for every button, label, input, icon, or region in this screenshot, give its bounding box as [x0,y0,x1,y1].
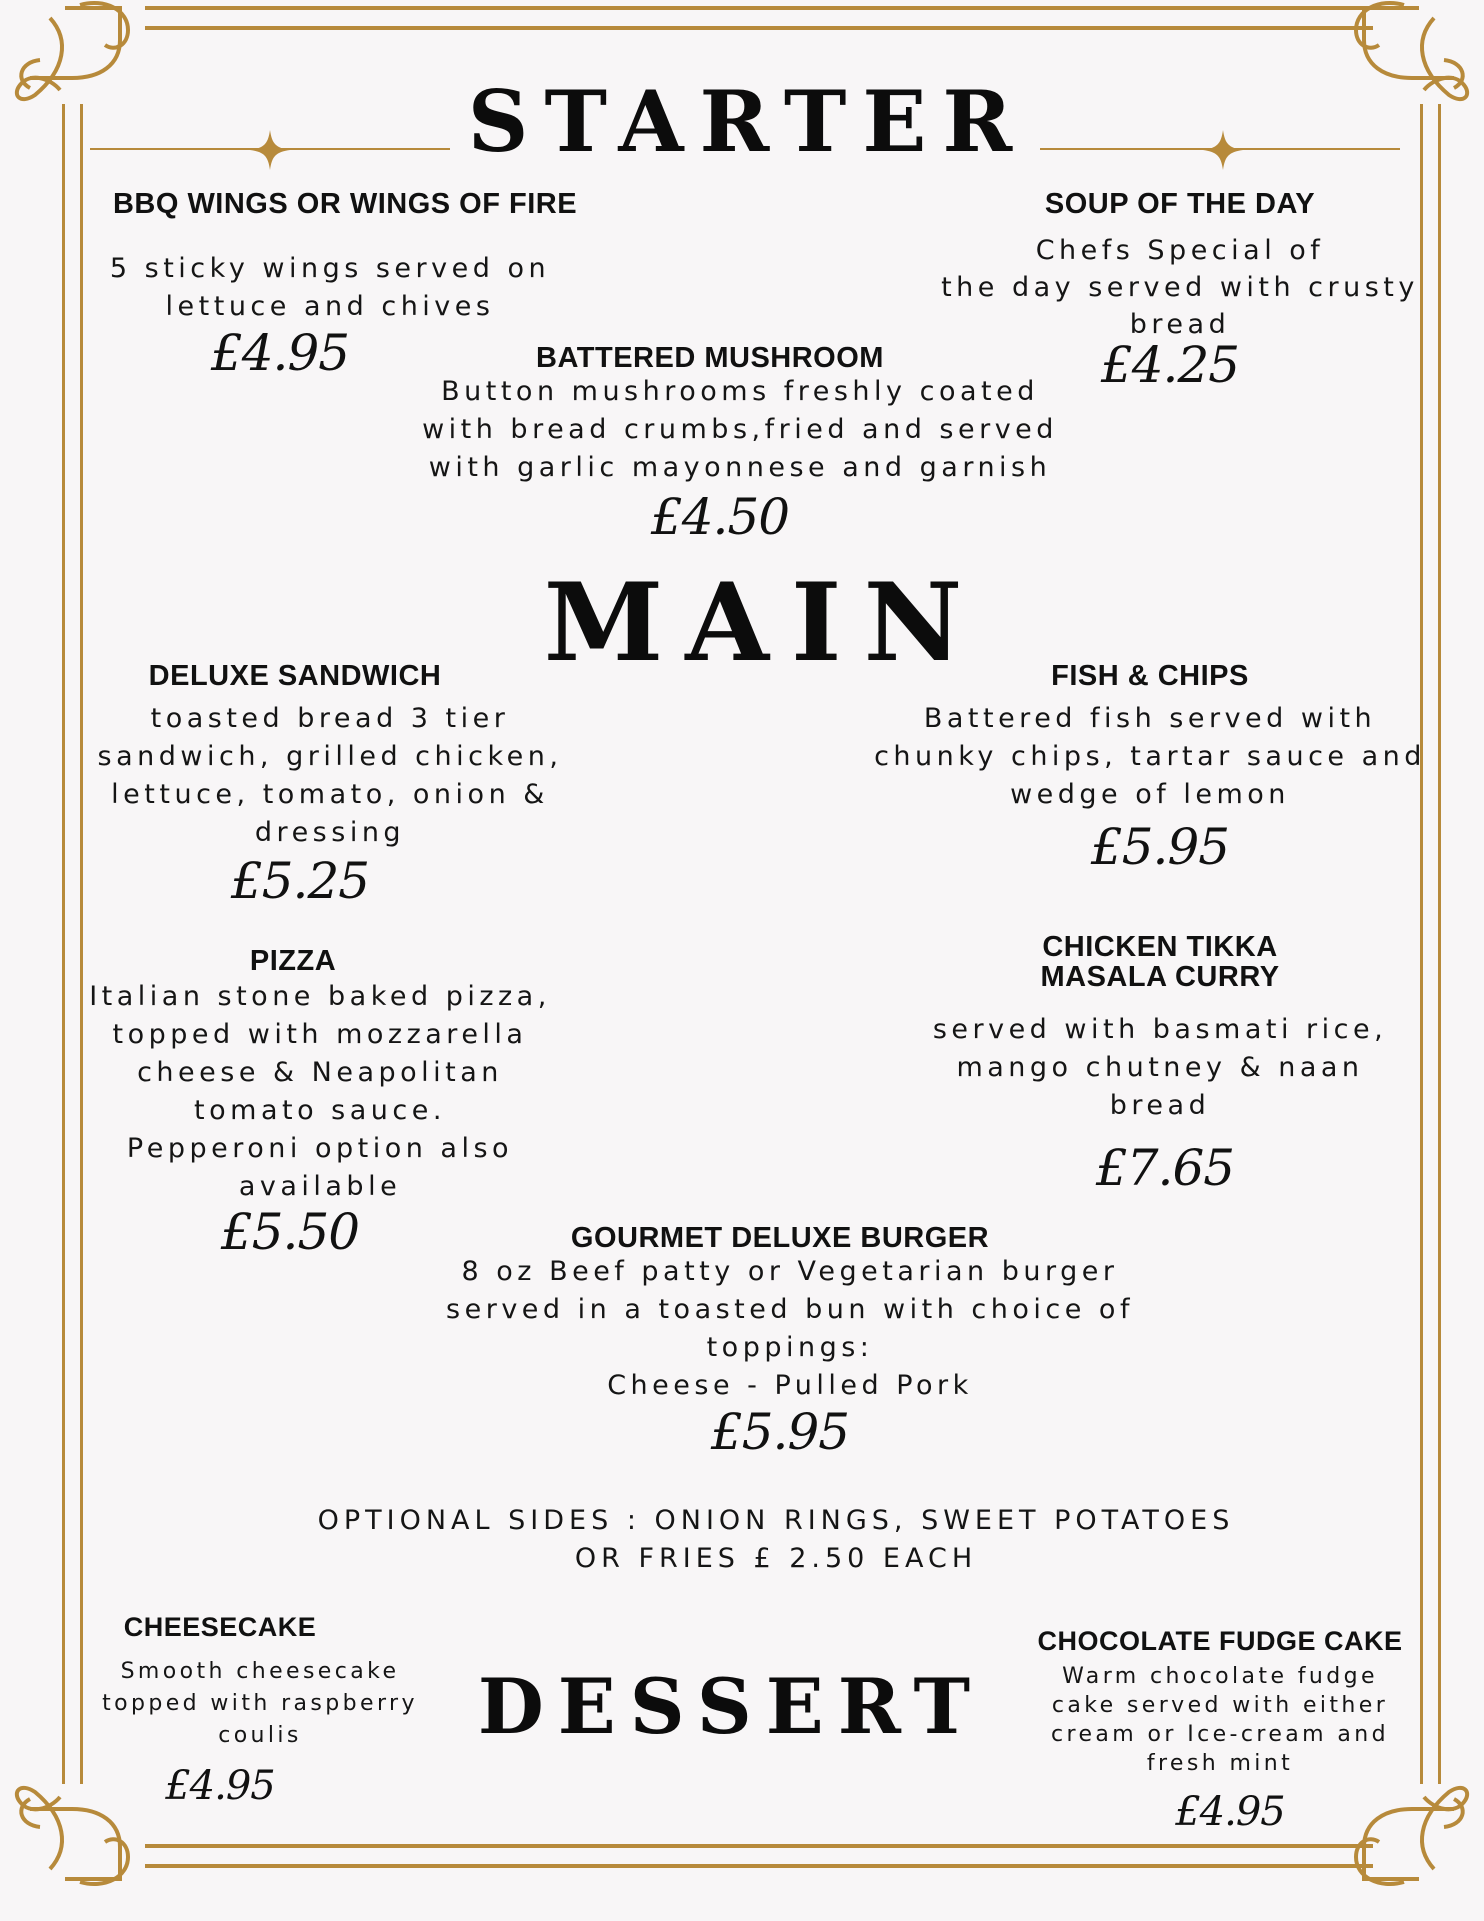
pizza-desc-line: tomato sauce. [194,1095,446,1126]
fudge-desc-line: fresh mint [1146,1751,1294,1776]
curry-title-line: CHICKEN TIKKA [1042,931,1278,963]
curry-desc-line: mango chutney & naan [956,1052,1364,1083]
fish-desc-line: wedge of lemon [1010,779,1290,810]
fudge-description [1020,1662,1420,1778]
fish-desc-line: chunky chips, tartar sauce and [874,741,1426,772]
sandwich-title: DELUXE SANDWICH [148,660,442,692]
curry-description [880,1011,1440,1125]
cheesecake-desc-line: topped with raspberry [102,1691,418,1716]
pizza-desc-line: Pepperoni option also [126,1133,514,1164]
pizza-desc-line: available [238,1171,402,1202]
wings-price: £4.95 [210,324,350,382]
pizza-desc-line: topped with mozzarella [112,1019,528,1050]
soup-desc-line: the day served with crusty [941,272,1419,303]
sandwich-price: £5.25 [230,852,370,910]
fudge-desc-line: cream or Ice-cream and [1051,1722,1389,1747]
curry-title-line: MASALA CURRY [1040,961,1280,993]
fudge-price: £4.95 [1175,1789,1285,1835]
soup-description [930,232,1430,343]
burger-desc-line: Cheese - Pulled Pork [607,1370,973,1401]
fish-desc-line: Battered fish served with [923,703,1377,734]
dessert-heading: DESSERT [477,1662,985,1751]
soup-desc-line: Chefs Special of [1035,235,1325,266]
soup-price: £4.25 [1100,336,1240,394]
optional-sides [34,1502,1484,1578]
cheesecake-price: £4.95 [165,1763,275,1809]
frame-top-line-1 [145,6,1373,10]
burger-desc-line: 8 oz Beef patty or Vegetarian burger [461,1256,1119,1287]
mushroom-description [390,373,1090,487]
fish-title: FISH & CHIPS [1051,660,1249,692]
wings-description [100,250,560,326]
curry-title [960,932,1360,992]
sandwich-description [60,700,600,852]
frame-bottom-line-1 [145,1844,1373,1848]
sides-line: OR FRIES £ 2.50 EACH [574,1543,978,1574]
curry-price: £7.65 [1095,1139,1235,1197]
frame-top-line-2 [145,26,1373,30]
mushroom-desc-line: with garlic mayonnese and garnish [428,452,1052,483]
cheesecake-desc-line: coulis [218,1723,302,1748]
starter-heading: STARTER [467,72,1029,171]
fudge-desc-line: Warm chocolate fudge [1062,1664,1378,1689]
mushroom-desc-line: with bread crumbs,fried and served [422,414,1058,445]
mushroom-price: £4.50 [650,488,790,546]
mushroom-desc-line: Button mushrooms freshly coated [441,376,1039,407]
wings-desc-line: lettuce and chives [165,291,495,322]
pizza-description [60,978,580,1206]
burger-desc-line: served in a toasted bun with choice of [446,1294,1134,1325]
burger-description [390,1253,1190,1405]
main-heading: MAIN [543,560,985,686]
pizza-desc-line: cheese & Neapolitan [137,1057,503,1088]
wings-desc-line: 5 sticky wings served on [109,253,551,284]
pizza-price: £5.50 [220,1203,360,1261]
burger-title: GOURMET DELUXE BURGER [570,1222,990,1254]
burger-desc-line: toppings: [706,1332,874,1363]
burger-price: £5.95 [710,1403,850,1461]
cheesecake-title: CHEESECAKE [123,1612,317,1642]
cheesecake-desc-line: Smooth cheesecake [120,1659,400,1684]
sandwich-desc-line: toasted bread 3 tier [150,703,510,734]
fish-description [840,700,1460,814]
mushroom-title: BATTERED MUSHROOM [536,342,884,374]
fudge-title: CHOCOLATE FUDGE CAKE [1037,1626,1403,1656]
sides-line: OPTIONAL SIDES : ONION RINGS, SWEET POTATOES [317,1505,1235,1536]
pizza-title: PIZZA [249,945,337,977]
curry-desc-line: served with basmati rice, [932,1014,1388,1045]
sandwich-desc-line: dressing [254,817,406,848]
fish-price: £5.95 [1090,818,1230,876]
sandwich-desc-line: lettuce, tomato, onion & [111,779,549,810]
soup-title: SOUP OF THE DAY [1044,188,1316,220]
frame-bottom-line-2 [145,1864,1373,1868]
pizza-desc-line: Italian stone baked pizza, [89,981,551,1012]
curry-desc-line: bread [1109,1090,1211,1121]
corner-flourish-icon [1344,1772,1474,1887]
soup-desc-line: bread [1129,309,1231,340]
wings-title: BBQ WINGS OR WINGS OF FIRE [112,188,578,220]
fudge-desc-line: cake served with either [1051,1693,1389,1718]
sandwich-desc-line: sandwich, grilled chicken, [97,741,563,772]
